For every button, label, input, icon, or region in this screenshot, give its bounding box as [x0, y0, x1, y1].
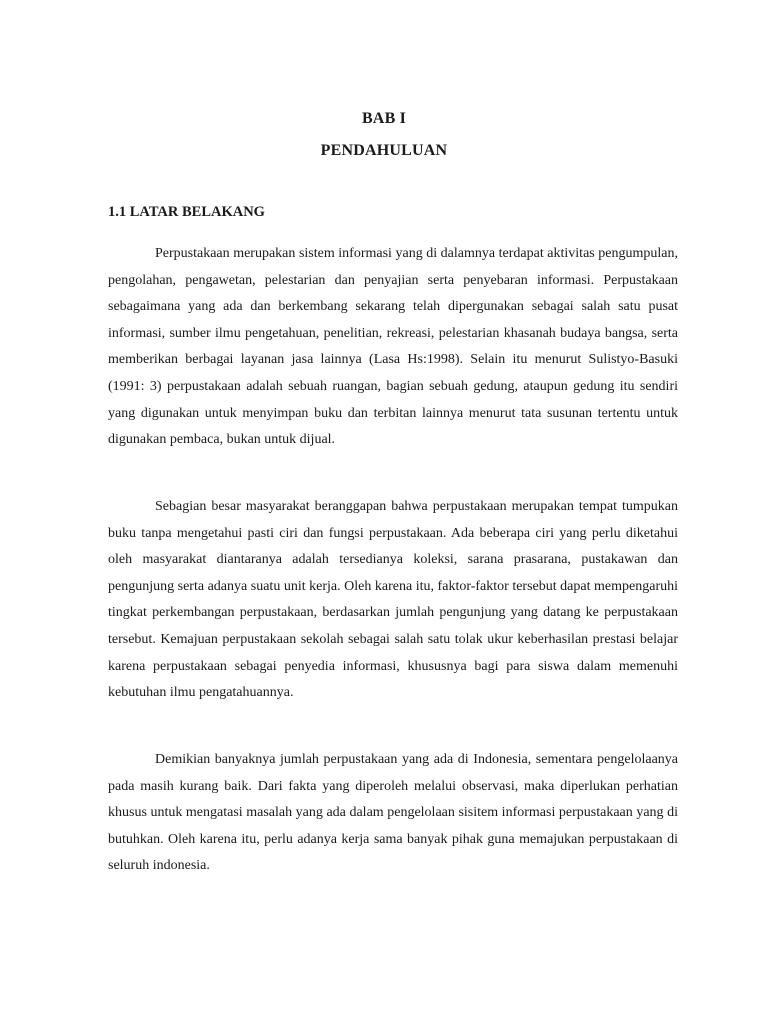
paragraph-3: Demikian banyaknya jumlah perpustakaan yang ada di Indonesia, sementara pengelolaanya pada masih kurang baik. Dari fakta yang diperoleh melalui observasi, maka diperlukan perhatian khusus untuk mengatasi masalah yang ada dalam pengelolaan sisitem informasi perpustakaan yang di butuhkan. Oleh karena itu, perlu adanya kerja sama banyak pihak guna memajukan perpustakaan di seluruh indonesia.: [108, 752, 678, 874]
paragraph-1: Perpustakaan merupakan sistem informasi yang di dalamnya terdapat aktivitas pengumpulan, pengolahan, pengawetan, pelestarian dan penyajian serta penyebaran informasi. Perpustakaan sebagaimana yang ada dan berkembang sekarang telah dipergunakan sebagai salah satu pusat informasi, sumber ilmu pengetahuan, penelitian, rekreasi, pelestarian khasanah budaya bangsa, serta memberikan berbagai layanan jasa lainnya (Lasa Hs:1998). Selain itu menurut Sulistyo-Basuki (1991: 3) perpustakaan adalah sebuah ruangan, bagian sebuah gedung, ataupun gedung itu sendiri yang digunakan untuk menyimpan buku dan terbitan lainnya menurut tata susunan tertentu untuk digunakan pembaca, bukan untuk dijual.: [108, 246, 678, 448]
chapter-title: PENDAHULUAN: [320, 142, 448, 159]
section-heading: 1.1 LATAR BELAKANG: [108, 204, 265, 220]
chapter-number: BAB I: [361, 110, 407, 127]
paragraph-2: Sebagian besar masyarakat beranggapan bahwa perpustakaan merupakan tempat tumpukan buku tanpa mengetahui pasti ciri dan fungsi perpustakaan. Ada beberapa ciri yang perlu diketahui oleh masyarakat diantaranya adalah tersedianya koleksi, sarana prasarana, pustakawan dan pengunjung serta adanya suatu unit kerja. Oleh karena itu, faktor-faktor tersebut dapat mempengaruhi tingkat perkembangan perpustakaan, berdasarkan jumlah pengunjung yang datang ke perpustakaan tersebut. Kemajuan perpustakaan sekolah sebagai salah satu tolak ukur keberhasilan prestasi belajar karena perpustakaan sebagai penyedia informasi, khususnya bagi para siswa dalam memenuhi kebutuhan ilmu pengatahuannya.: [108, 499, 678, 701]
